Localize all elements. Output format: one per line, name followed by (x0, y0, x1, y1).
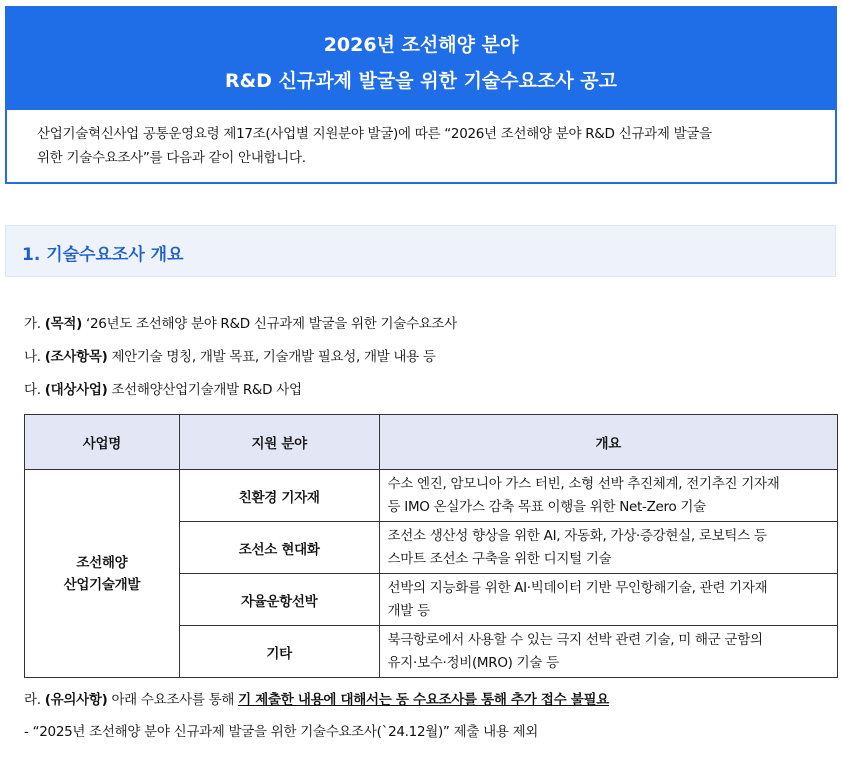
desc-cell (379, 626, 837, 678)
intro-line-1: 산업기술혁신사업 공통운영요령 제17조(사업별 지원분야 발굴)에 따른 “2026년 조선해양 분야 R&D 신규과제 발굴을 (37, 126, 712, 142)
item-prefix: 나. (24, 349, 45, 365)
item-text: ‘26년도 조선해양 분야 R&D 신규과제 발굴을 위한 기술수요조사 (81, 316, 457, 332)
item-caution (24, 688, 609, 708)
business-name-cell (25, 470, 180, 678)
desc-cell (379, 574, 837, 626)
item-survey-items (24, 345, 436, 365)
header-summary: 개요 (379, 415, 837, 470)
business-name-line1: 조선해양 (76, 554, 128, 571)
item-label: (조사항목) (44, 349, 108, 365)
item-text: 아래 수요조사를 통해 (107, 692, 239, 708)
desc-cell (379, 470, 837, 522)
item-prefix: 가. (24, 316, 45, 332)
section-header (5, 225, 836, 277)
section-title: 1. 기술수요조사 개요 (22, 245, 184, 265)
overview-table (24, 414, 838, 678)
item-label: (목적) (44, 316, 82, 332)
banner-header (7, 8, 835, 110)
item-text: 제안기술 명칭, 개발 목표, 기술개발 필요성, 개발 내용 등 (107, 349, 436, 365)
item-label: (대상사업) (44, 382, 108, 398)
intro-line-2: 위한 기술수요조사”를 다음과 같이 안내합니다. (37, 150, 306, 166)
desc-line2: 유지·보수·정비(MRO) 기술 등 (387, 654, 559, 671)
business-name-line2: 산업기술개발 (63, 576, 141, 593)
field-cell: 기타 (179, 626, 379, 678)
field-cell: 친환경 기자재 (179, 470, 379, 522)
item-target-program (24, 378, 302, 398)
desc-line1: 북극항로에서 사용할 수 있는 극지 선박 관련 기술, 미 해군 군함의 (387, 631, 763, 648)
exclusion-note: - “2025년 조선해양 분야 신규과제 발굴을 위한 기술수요조사(`24.12월)” 제출 내용 제외 (24, 724, 539, 740)
desc-line1: 조선소 생산성 향상을 위한 AI, 자동화, 가상·증강현실, 로보틱스 등 (387, 527, 767, 544)
table-header-row (25, 415, 838, 470)
item-prefix: 다. (24, 382, 45, 398)
desc-line1: 선박의 지능화를 위한 AI·빅데이터 기반 무인항해기술, 관련 기자재 (387, 579, 768, 596)
table-row (25, 470, 838, 522)
header-business: 사업명 (25, 415, 180, 470)
desc-cell (379, 522, 837, 574)
banner-intro (37, 122, 817, 170)
desc-line2: 스마트 조선소 구축을 위한 디지털 기술 (387, 550, 612, 567)
banner-title-line1: 2026년 조선해양 분야 (323, 34, 519, 56)
desc-line2: 등 IMO 온실가스 감축 목표 이행을 위한 Net-Zero 기술 (387, 498, 706, 515)
announcement-banner (5, 6, 837, 184)
field-cell: 조선소 현대화 (179, 522, 379, 574)
field-cell: 자율운항선박 (179, 574, 379, 626)
header-field: 지원 분야 (179, 415, 379, 470)
item-purpose (24, 312, 457, 332)
underlined-notice: 기 제출한 내용에 대해서는 동 수요조사를 통해 추가 접수 불필요 (238, 692, 609, 708)
item-prefix: 라. (24, 692, 45, 708)
desc-line2: 개발 등 (387, 602, 430, 619)
item-text: 조선해양산업기술개발 R&D 사업 (107, 382, 302, 398)
banner-title-line2: R&D 신규과제 발굴을 위한 기술수요조사 공고 (224, 70, 618, 92)
desc-line1: 수소 엔진, 암모니아 가스 터빈, 소형 선박 추진체계, 전기추진 기자재 (387, 475, 780, 492)
item-label: (유의사항) (44, 692, 108, 708)
